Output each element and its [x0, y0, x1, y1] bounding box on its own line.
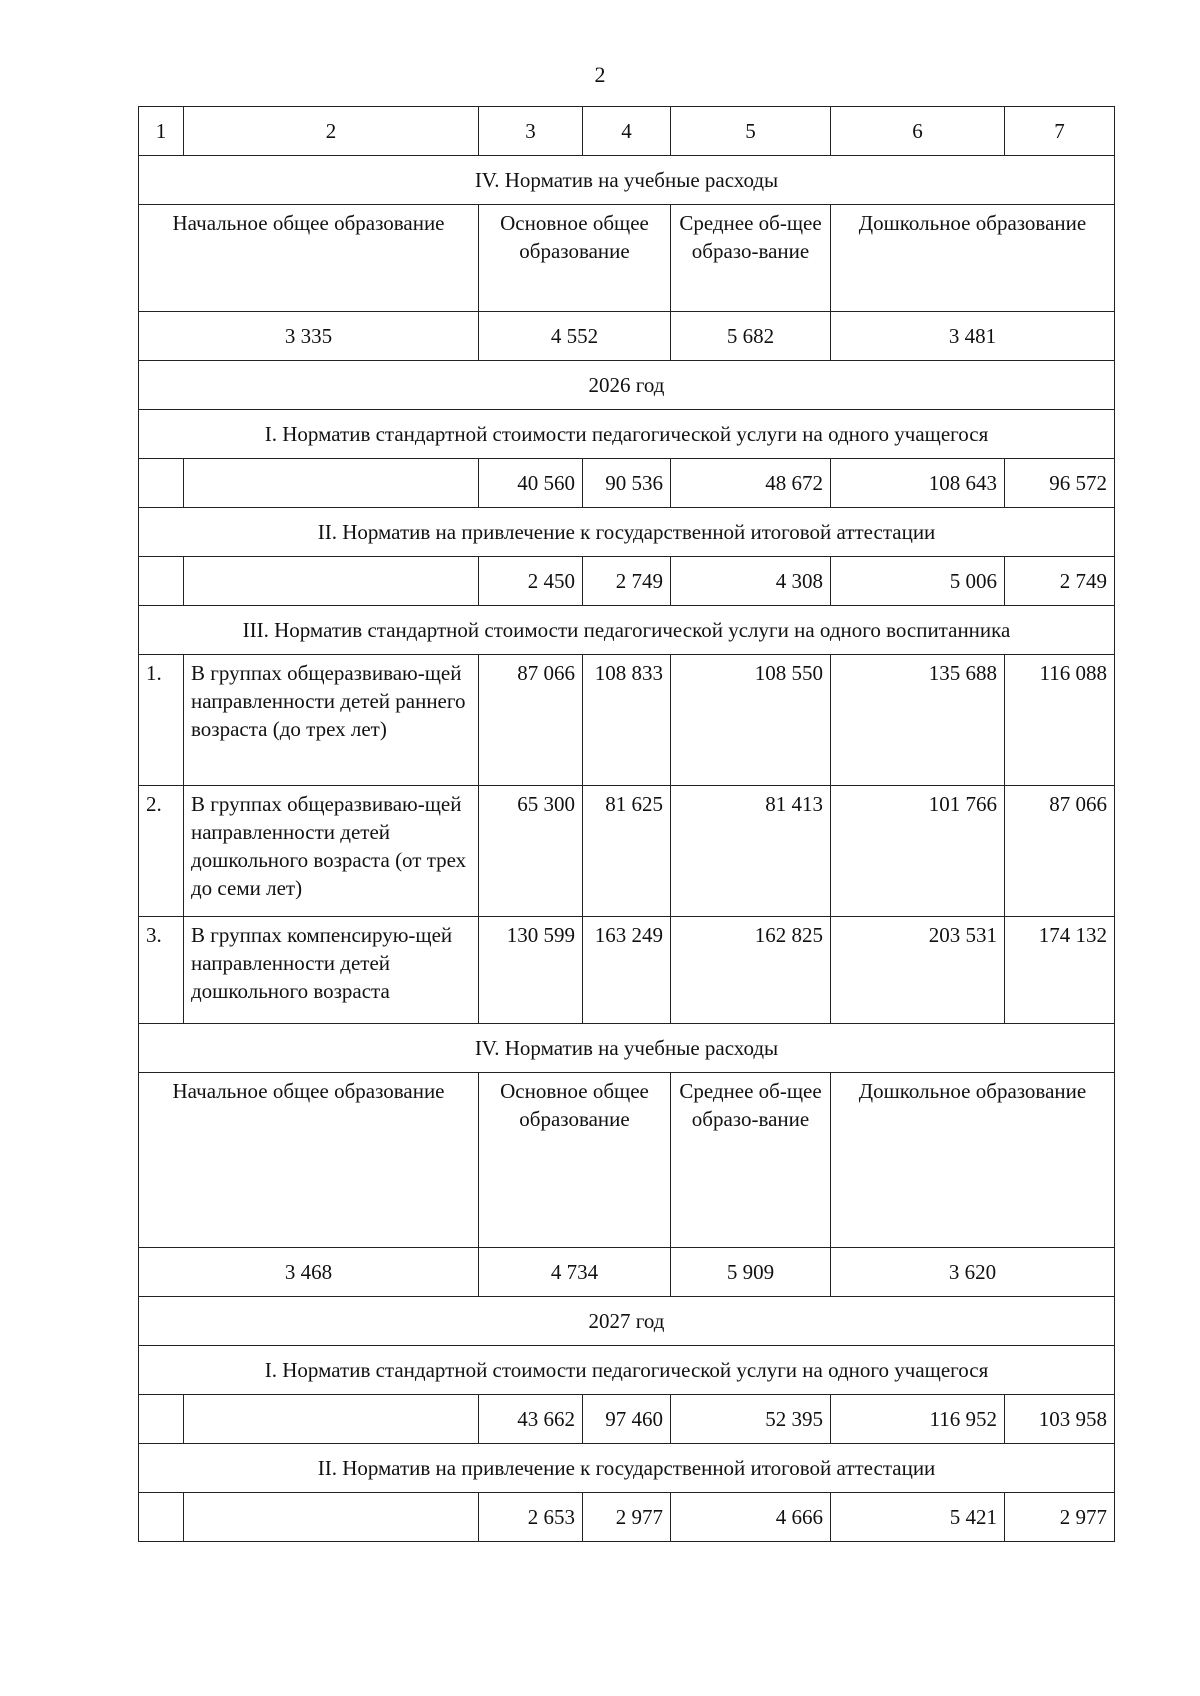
table-row	[139, 655, 1115, 786]
value-cell: 40 560	[479, 459, 583, 508]
value-cell: 135 688	[831, 655, 1005, 786]
category-value-row	[139, 1248, 1115, 1297]
column-number-row	[139, 107, 1115, 156]
value-cell: 174 132	[1005, 917, 1115, 1024]
value-cell: 90 536	[583, 459, 671, 508]
value-cell: 43 662	[479, 1395, 583, 1444]
col-number-2: 2	[184, 107, 479, 156]
category-preschool: Дошкольное образование	[831, 1073, 1115, 1248]
value-cell: 4 308	[671, 557, 831, 606]
table-row	[139, 1395, 1115, 1444]
year-title-2027: 2027 год	[139, 1297, 1115, 1346]
value-preschool: 3 620	[831, 1248, 1115, 1297]
value-cell: 81 413	[671, 786, 831, 917]
value-cell: 130 599	[479, 917, 583, 1024]
value-cell: 97 460	[583, 1395, 671, 1444]
category-secondary: Среднее об-щее образо-вание	[671, 205, 831, 312]
value-cell: 163 249	[583, 917, 671, 1024]
item-label: В группах общеразвиваю-щей направленности детей дошкольного возраста (от трех до семи лет)	[184, 786, 479, 917]
value-cell: 81 625	[583, 786, 671, 917]
col-number-7: 7	[1005, 107, 1115, 156]
empty-cell	[139, 1493, 184, 1542]
value-cell: 116 952	[831, 1395, 1005, 1444]
value-secondary: 5 682	[671, 312, 831, 361]
category-primary: Начальное общее образование	[139, 205, 479, 312]
col-number-1: 1	[139, 107, 184, 156]
value-cell: 2 749	[1005, 557, 1115, 606]
year-row	[139, 1297, 1115, 1346]
section-ii-title: II. Норматив на привлечение к государственной итоговой аттестации	[139, 508, 1115, 557]
value-cell: 4 666	[671, 1493, 831, 1542]
page-number: 2	[594, 62, 606, 87]
section-row	[139, 410, 1115, 459]
section-row	[139, 1346, 1115, 1395]
value-cell: 162 825	[671, 917, 831, 1024]
section-iv-title: IV. Норматив на учебные расходы	[139, 156, 1115, 205]
empty-cell	[139, 459, 184, 508]
item-label: В группах компенсирую-щей направленности детей дошкольного возраста	[184, 917, 479, 1024]
table-row	[139, 557, 1115, 606]
section-i-title: I. Норматив стандартной стоимости педагогической услуги на одного учащегося	[139, 1346, 1115, 1395]
category-basic: Основное общее образование	[479, 205, 671, 312]
norms-table	[138, 106, 1115, 1542]
section-i-title: I. Норматив стандартной стоимости педагогической услуги на одного учащегося	[139, 410, 1115, 459]
col-number-3: 3	[479, 107, 583, 156]
table-row	[139, 917, 1115, 1024]
value-cell: 108 833	[583, 655, 671, 786]
table-row	[139, 459, 1115, 508]
value-cell: 203 531	[831, 917, 1005, 1024]
category-row	[139, 205, 1115, 312]
item-label: В группах общеразвиваю-щей направленности детей раннего возраста (до трех лет)	[184, 655, 479, 786]
section-row	[139, 1444, 1115, 1493]
value-cell: 48 672	[671, 459, 831, 508]
value-primary: 3 335	[139, 312, 479, 361]
value-cell: 116 088	[1005, 655, 1115, 786]
year-title-2026: 2026 год	[139, 361, 1115, 410]
empty-cell	[184, 1493, 479, 1542]
value-basic: 4 552	[479, 312, 671, 361]
value-cell: 2 977	[1005, 1493, 1115, 1542]
value-cell: 2 749	[583, 557, 671, 606]
value-cell: 2 977	[583, 1493, 671, 1542]
section-iii-title: III. Норматив стандартной стоимости педагогической услуги на одного воспитанника	[139, 606, 1115, 655]
item-number: 1.	[139, 655, 184, 786]
section-row	[139, 508, 1115, 557]
col-number-4: 4	[583, 107, 671, 156]
empty-cell	[184, 459, 479, 508]
value-cell: 87 066	[479, 655, 583, 786]
value-cell: 5 421	[831, 1493, 1005, 1542]
section-ii-title: II. Норматив на привлечение к государственной итоговой аттестации	[139, 1444, 1115, 1493]
value-basic: 4 734	[479, 1248, 671, 1297]
value-cell: 5 006	[831, 557, 1005, 606]
category-preschool: Дошкольное образование	[831, 205, 1115, 312]
category-primary: Начальное общее образование	[139, 1073, 479, 1248]
value-cell: 96 572	[1005, 459, 1115, 508]
empty-cell	[184, 1395, 479, 1444]
table-row	[139, 786, 1115, 917]
category-secondary: Среднее об-щее образо-вание	[671, 1073, 831, 1248]
value-cell: 2 450	[479, 557, 583, 606]
value-cell: 103 958	[1005, 1395, 1115, 1444]
item-number: 3.	[139, 917, 184, 1024]
category-basic: Основное общее образование	[479, 1073, 671, 1248]
value-secondary: 5 909	[671, 1248, 831, 1297]
section-row	[139, 1024, 1115, 1073]
col-number-6: 6	[831, 107, 1005, 156]
category-row	[139, 1073, 1115, 1248]
section-row	[139, 156, 1115, 205]
value-cell: 108 643	[831, 459, 1005, 508]
value-cell: 2 653	[479, 1493, 583, 1542]
item-number: 2.	[139, 786, 184, 917]
col-number-5: 5	[671, 107, 831, 156]
year-row	[139, 361, 1115, 410]
empty-cell	[139, 557, 184, 606]
category-value-row	[139, 312, 1115, 361]
section-iv-title: IV. Норматив на учебные расходы	[139, 1024, 1115, 1073]
empty-cell	[184, 557, 479, 606]
value-cell: 101 766	[831, 786, 1005, 917]
table-row	[139, 1493, 1115, 1542]
section-row	[139, 606, 1115, 655]
value-primary: 3 468	[139, 1248, 479, 1297]
value-cell: 87 066	[1005, 786, 1115, 917]
empty-cell	[139, 1395, 184, 1444]
value-cell: 52 395	[671, 1395, 831, 1444]
value-cell: 65 300	[479, 786, 583, 917]
value-preschool: 3 481	[831, 312, 1115, 361]
value-cell: 108 550	[671, 655, 831, 786]
